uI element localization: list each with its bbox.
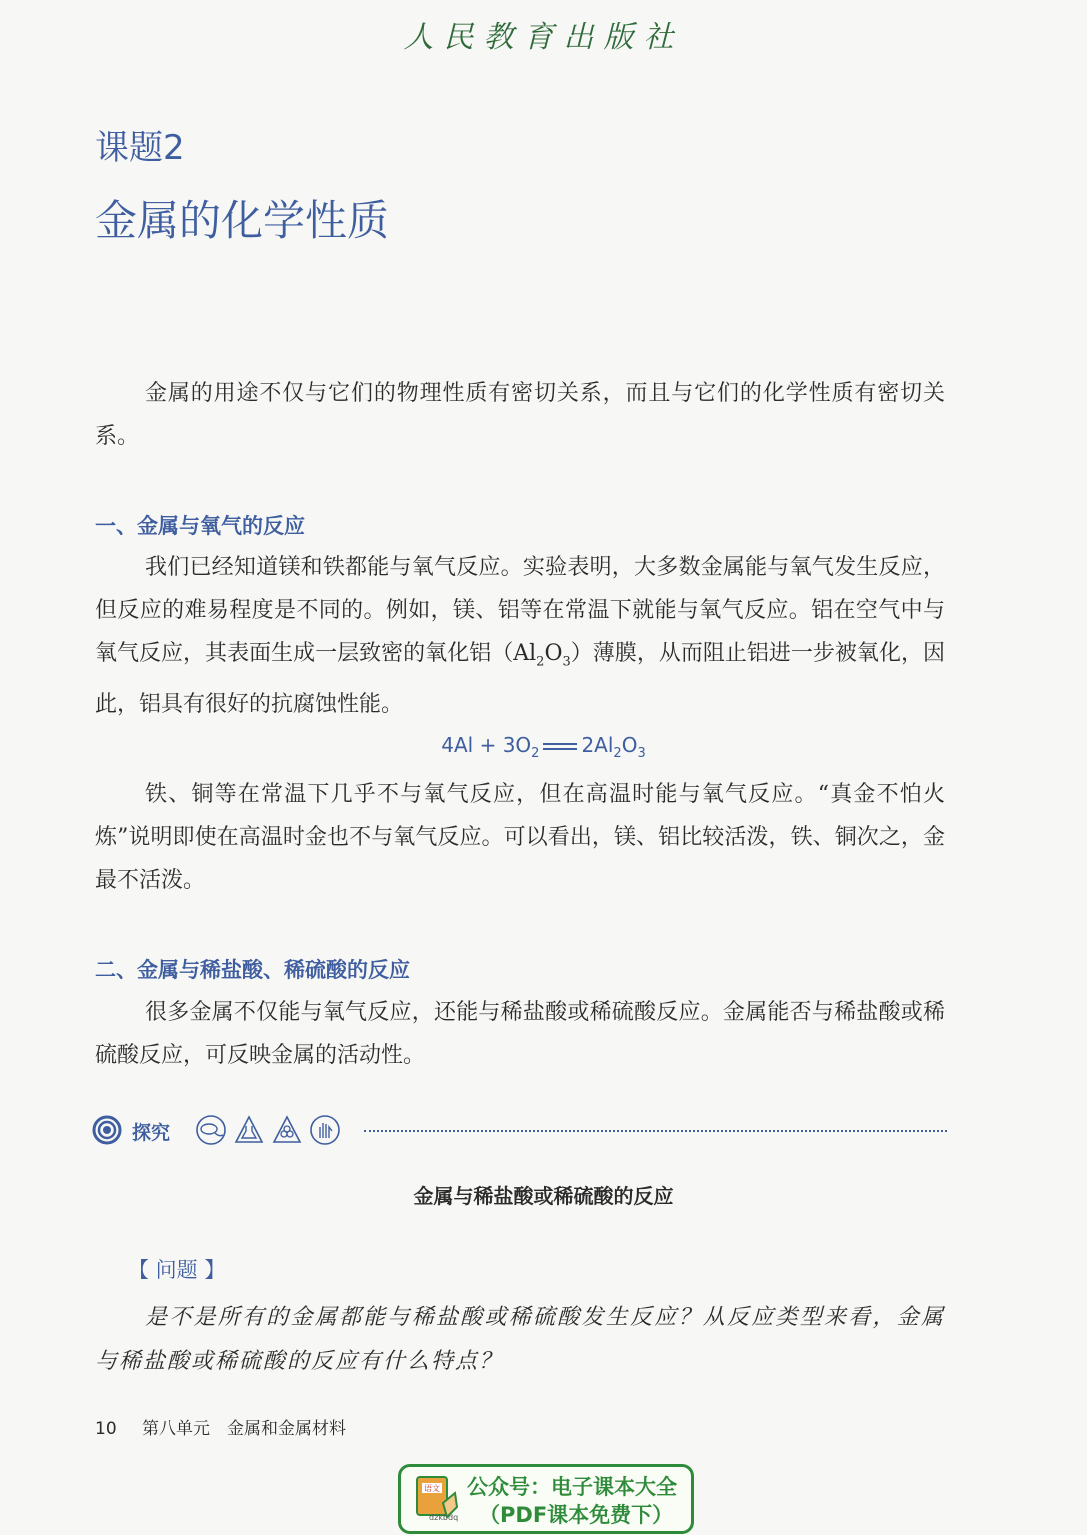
section1-paragraph2: 铁、铜等在常温下几乎不与氧气反应，但在高温时能与氧气反应。“真金不怕火炼”说明即使在高温时金也不与氧气反应。可以看出，镁、铝比较活泼，铁、铜次之，金最不活泼。 [95,782,945,893]
page-title: 金属的化学性质 [95,196,390,245]
svg-text:语文: 语文 [424,1484,440,1493]
hand-icon [309,1114,341,1146]
section2-paragraph: 很多金属不仅能与氧气反应，还能与稀盐酸或稀硫酸反应。金属能否与稀盐酸或稀硫酸反应，可反映金属的活动性。 [95,1000,945,1068]
experiment-title: 金属与稀盐酸或稀硫酸的反应 [413,1184,674,1208]
watermark-badge [398,1464,694,1534]
equals-sign [543,743,577,750]
watermark-line2: （PDF课本免费下） [479,1503,674,1527]
target-icon [92,1115,122,1145]
question-text: 是不是所有的金属都能与稀盐酸或稀硫酸发生反应？从反应类型来看，金属与稀盐酸或稀硫酸的反应有什么特点？ [95,1305,945,1374]
intro-paragraph: 金属的用途不仅与它们的物理性质有密切关系，而且与它们的化学性质有密切关系。 [95,381,945,449]
question-icon [195,1114,227,1146]
section2-heading: 二、金属与稀盐酸、稀硫酸的反应 [95,958,410,982]
section1-paragraph1: 我们已经知道镁和铁都能与氧气反应。实验表明，大多数金属能与氧气发生反应，但反应的难易程度是不同的。例如，镁、铝等在常温下就能与氧气反应。铝在空气中与氧气反应，其表面生成一层致密的氧化铝$(Al_2O_3)$薄膜，从而阻止铝进一步被氧化，因此，铝具有很好的抗腐蚀性能。 [95,555,945,718]
experiment-icon [271,1114,303,1146]
watermark-small-text: dzkbdq [429,1513,459,1522]
unit-title: 第八单元 金属和金属材料 [142,1419,347,1439]
publisher-logo: 人民教育出版社 [403,20,684,55]
watermark-line1: 公众号：电子课本大全 [467,1475,677,1499]
page-footer [95,1414,346,1439]
explore-bar [92,1112,947,1148]
page-number: 10 [95,1419,117,1439]
section1-heading: 一、金属与氧气的反应 [95,514,305,538]
question-label: 【 问题 】 [128,1258,226,1282]
flask-icon [233,1114,265,1146]
explore-label: 探究 [132,1122,171,1144]
lesson-number: 课题2 [95,128,185,168]
chemical-equation: $4Al + 3O_2$ $2Al_2O_3$ [441,733,646,761]
dotted-divider [364,1130,947,1132]
